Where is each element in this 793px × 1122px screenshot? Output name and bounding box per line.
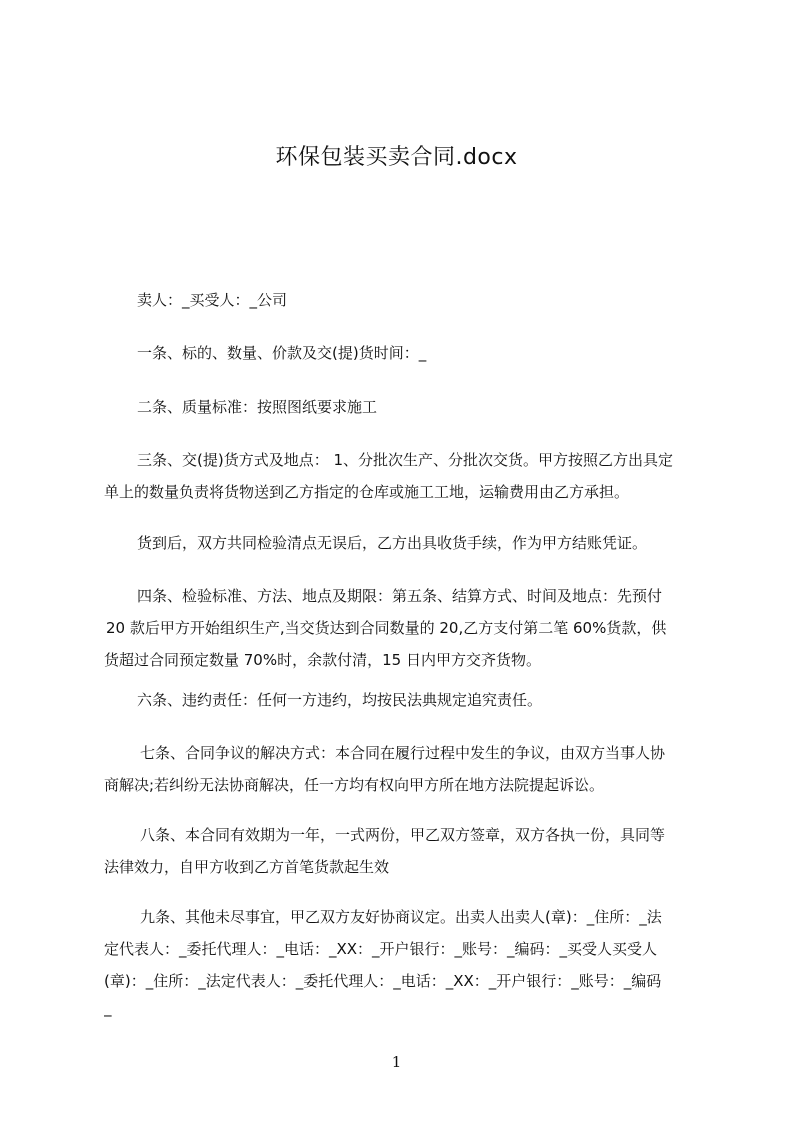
paragraph-line: (章)：_住所：_法定代表人：_委托代理人：_电话：_XX：_开户银行：_账号：_编码 [104, 972, 662, 990]
paragraph-line: 三条、交(提)货方式及地点： 1、分批次生产、分批次交货。甲方按照乙方出具定 [137, 451, 674, 469]
paragraph-article-2 [104, 391, 709, 423]
document-title: 环保包装买卖合同.docx [275, 145, 518, 170]
paragraph-line: 卖人：_买受人：_公司 [137, 291, 288, 309]
paragraph-line: 二条、质量标准：按照图纸要求施工 [137, 398, 378, 416]
page-number: 1 [391, 1053, 402, 1071]
paragraph-line: 定代表人：_委托代理人：_电话：_XX：_开户银行：_账号：_编码：_买受人买受人 [104, 940, 658, 958]
paragraph-line: 六条、违约责任：任何一方违约，均按民法典规定追究责任。 [137, 691, 543, 709]
paragraph-article-7 [104, 737, 709, 801]
paragraph-article-6 [104, 684, 709, 716]
paragraph-parties [104, 284, 709, 316]
paragraph-line: 九条、其他未尽事宜，甲乙双方友好协商议定。出卖人出卖人(章)：_住所：_法 [140, 908, 662, 926]
paragraph-line: 四条、检验标准、方法、地点及期限：第五条、结算方式、时间及地点：先预付 [137, 587, 663, 605]
paragraph-line: _ [104, 999, 112, 1017]
paragraph-line: 一条、标的、数量、价款及交(提)货时间：_ [137, 344, 427, 362]
paragraph-line: 单上的数量负责将货物送到乙方指定的仓库或施工工地，运输费用由乙方承担。 [104, 483, 630, 501]
paragraph-article-4-5 [104, 580, 709, 676]
paragraph-line: 商解决;若纠纷无法协商解决，任一方均有权向甲方所在地方法院提起诉讼。 [104, 776, 605, 794]
paragraph-line: 七条、合同争议的解决方式：本合同在履行过程中发生的争议，由双方当事人协 [140, 744, 666, 762]
paragraph-line: 货超过合同预定数量 70%时，余款付清，15 日内甲方交齐货物。 [104, 651, 541, 669]
paragraph-article-9 [104, 901, 709, 1019]
paragraph-line: 20 款后甲方开始组织生产,当交货达到合同数量的 20,乙方支付第二笔 60%货款，供 [106, 619, 667, 637]
paragraph-article-8 [104, 819, 709, 883]
paragraph-line: 法律效力，自甲方收到乙方首笔货款起生效 [104, 858, 390, 876]
paragraph-delivery-check [104, 527, 709, 559]
paragraph-line: 货到后，双方共同检验清点无误后，乙方出具收货手续，作为甲方结账凭证。 [137, 534, 648, 552]
paragraph-article-1 [104, 337, 709, 369]
paragraph-line: 八条、本合同有效期为一年，一式两份，甲乙双方签章，双方各执一份，具同等 [140, 826, 666, 844]
paragraph-article-3 [104, 444, 709, 508]
